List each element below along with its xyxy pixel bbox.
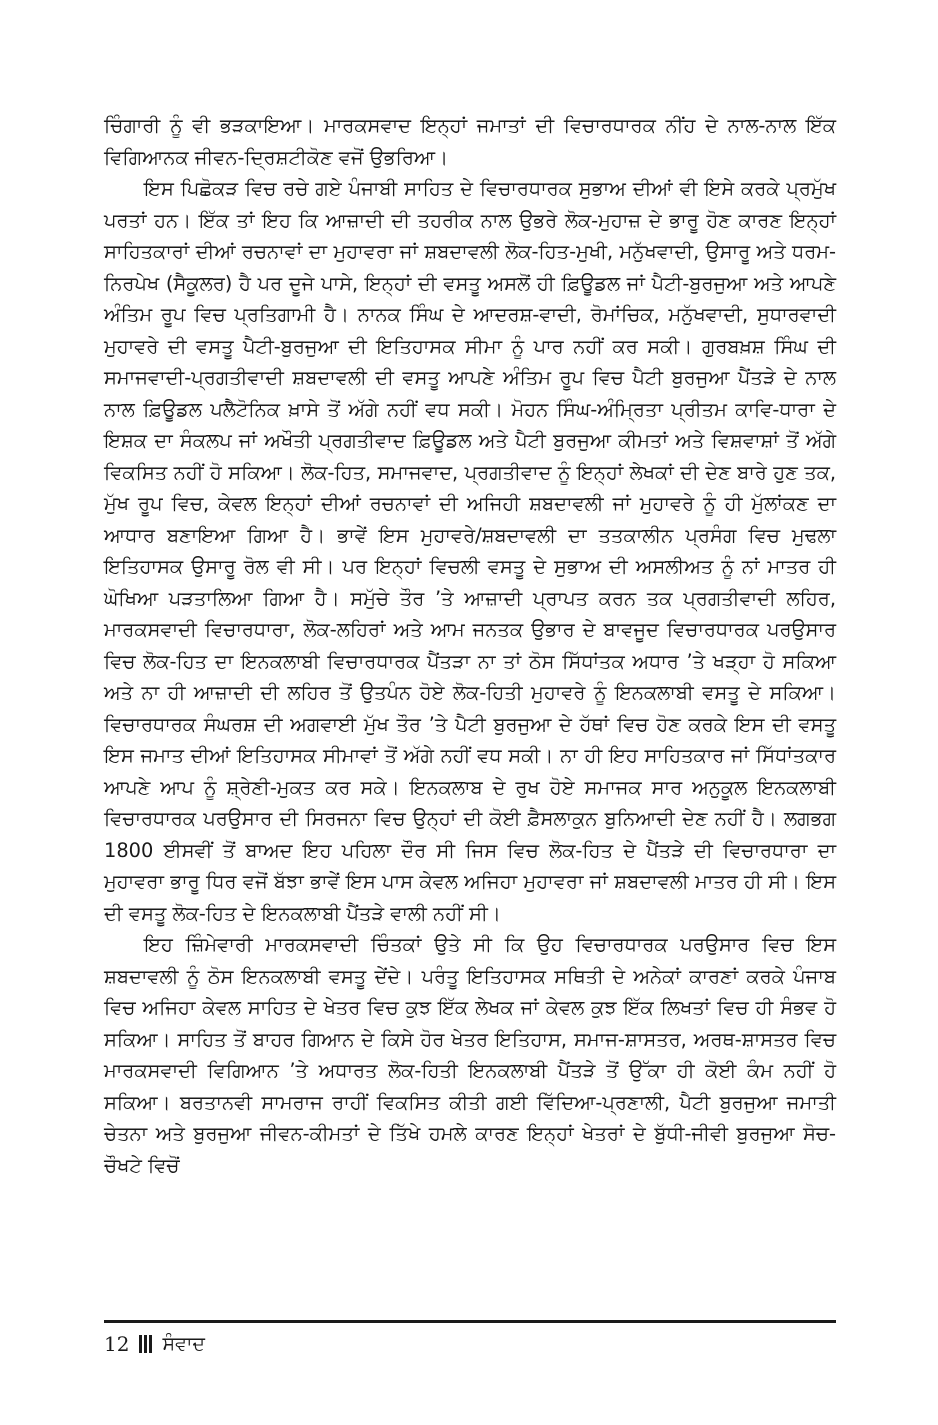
page-body — [104, 110, 836, 1320]
page-footer — [104, 1329, 205, 1359]
publication-name: ਸੰਵਾਦ — [162, 1333, 206, 1355]
page-number: 12 — [104, 1332, 130, 1356]
paragraph-1: ਚਿੰਗਾਰੀ ਨੂੰ ਵੀ ਭੜਕਾਇਆ। ਮਾਰਕਸਵਾਦ ਇਨ੍ਹਾਂ ਜਮਾਤਾਂ ਦੀ ਵਿਚਾਰਧਾਰਕ ਨੀਂਹ ਦੇ ਨਾਲ-ਨਾਲ ਇੱਕ ਵਿਗਿਆਨਕ ਜੀਵਨ-ਦ੍ਰਿਸ਼ਟੀਕੋਣ ਵਜੋਂ ਉਭਰਿਆ। — [104, 114, 836, 169]
paragraph-2: ਇਸ ਪਿਛੋਕੜ ਵਿਚ ਰਚੇ ਗਏ ਪੰਜਾਬੀ ਸਾਹਿਤ ਦੇ ਵਿਚਾਰਧਾਰਕ ਸੁਭਾਅ ਦੀਆਂ ਵੀ ਇਸੇ ਕਰਕੇ ਪ੍ਰਮੁੱਖ ਪਰਤਾਂ ਹਨ। ਇੱਕ ਤਾਂ ਇਹ ਕਿ ਆਜ਼ਾਦੀ ਦੀ ਤਹਰੀਕ ਨਾਲ ਉਭਰੇ ਲੋਕ-ਮੁਹਾਜ਼ ਦੇ ਭਾਰੂ ਹੋਣ ਕਾਰਣ ਇਨ੍ਹਾਂ ਸਾਹਿਤਕਾਰਾਂ ਦੀਆਂ ਰਚਨਾਵਾਂ ਦਾ ਮੁਹਾਵਰਾ ਜਾਂ ਸ਼ਬਦਾਵਲੀ ਲੋਕ-ਹਿਤ-ਮੁਖੀ, ਮਨੁੱਖਵਾਦੀ, ਉਸਾਰੂ ਅਤੇ ਧਰਮ-ਨਿਰਪੇਖ (ਸੈਕੂਲਰ) ਹੈ ਪਰ ਦੂਜੇ ਪਾਸੇ, ਇਨ੍ਹਾਂ ਦੀ ਵਸਤੂ ਅਸਲੋਂ ਹੀ ਫ਼ਿਊਡਲ ਜਾਂ ਪੈਟੀ-ਬੁਰਜੁਆ ਅਤੇ ਆਪਣੇ ਅੰਤਿਮ ਰੂਪ ਵਿਚ ਪ੍ਰਤਿਗਾਮੀ ਹੈ। ਨਾਨਕ ਸਿੰਘ ਦੇ ਆਦਰਸ਼-ਵਾਦੀ, ਰੋਮਾਂਚਿਕ, ਮਨੁੱਖਵਾਦੀ, ਸੁਧਾਰਵਾਦੀ ਮੁਹਾਵਰੇ ਦੀ ਵਸਤੂ ਪੈਟੀ-ਬੁਰਜੁਆ ਦੀ ਇਤਿਹਾਸਕ ਸੀਮਾ ਨੂੰ ਪਾਰ ਨਹੀਂ ਕਰ ਸਕੀ। ਗੁਰਬਖ਼ਸ਼ ਸਿੰਘ ਦੀ ਸਮਾਜਵਾਦੀ-ਪ੍ਰਗਤੀਵਾਦੀ ਸ਼ਬਦਾਵਲੀ ਦੀ ਵਸਤੂ ਆਪਣੇ ਅੰਤਿਮ ਰੂਪ ਵਿਚ ਪੈਟੀ ਬੁਰਜੁਆ ਪੈਂਤੜੇ ਦੇ ਨਾਲ ਨਾਲ ਫ਼ਿਊਡਲ ਪਲੈਟੋਨਿਕ ਖ਼ਾਸੇ ਤੋਂ ਅੱਗੇ ਨਹੀਂ ਵਧ ਸਕੀ। ਮੋਹਨ ਸਿੰਘ-ਅੰਮ੍ਰਿਤਾ ਪ੍ਰੀਤਮ ਕਾਵਿ-ਧਾਰਾ ਦੇ ਇਸ਼ਕ ਦਾ ਸੰਕਲਪ ਜਾਂ ਅਖੌਤੀ ਪ੍ਰਗਤੀਵਾਦ ਫ਼ਿਊਡਲ ਅਤੇ ਪੈਟੀ ਬੁਰਜੁਆ ਕੀਮਤਾਂ ਅਤੇ ਵਿਸ਼ਵਾਸ਼ਾਂ ਤੋਂ ਅੱਗੇ ਵਿਕਸਿਤ ਨਹੀਂ ਹੋ ਸਕਿਆ। ਲੋਕ-ਹਿਤ, ਸਮਾਜਵਾਦ, ਪ੍ਰਗਤੀਵਾਦ ਨੂੰ ਇਨ੍ਹਾਂ ਲੇਖਕਾਂ ਦੀ ਦੇਣ ਬਾਰੇ ਹੁਣ ਤਕ, ਮੁੱਖ ਰੂਪ ਵਿਚ, ਕੇਵਲ ਇਨ੍ਹਾਂ ਦੀਆਂ ਰਚਨਾਵਾਂ ਦੀ ਅਜਿਹੀ ਸ਼ਬਦਾਵਲੀ ਜਾਂ ਮੁਹਾਵਰੇ ਨੂੰ ਹੀ ਮੁੱਲਾਂਕਣ ਦਾ ਆਧਾਰ ਬਣਾਇਆ ਗਿਆ ਹੈ। ਭਾਵੇਂ ਇਸ ਮੁਹਾਵਰੇ/ਸ਼ਬਦਾਵਲੀ ਦਾ ਤਤਕਾਲੀਨ ਪ੍ਰਸੰਗ ਵਿਚ ਮੁਢਲਾ ਇਤਿਹਾਸਕ ਉਸਾਰੂ ਰੋਲ ਵੀ ਸੀ। ਪਰ ਇਨ੍ਹਾਂ ਵਿਚਲੀ ਵਸਤੂ ਦੇ ਸੁਭਾਅ ਦੀ ਅਸਲੀਅਤ ਨੂੰ ਨਾਂ ਮਾਤਰ ਹੀ ਘੋਖਿਆ ਪੜਤਾਲਿਆ ਗਿਆ ਹੈ। ਸਮੁੱਚੇ ਤੌਰ ’ਤੇ ਆਜ਼ਾਦੀ ਪ੍ਰਾਪਤ ਕਰਨ ਤਕ ਪ੍ਰਗਤੀਵਾਦੀ ਲਹਿਰ, ਮਾਰਕਸਵਾਦੀ ਵਿਚਾਰਧਾਰਾ, ਲੋਕ-ਲਹਿਰਾਂ ਅਤੇ ਆਮ ਜਨਤਕ ਉਭਾਰ ਦੇ ਬਾਵਜੂਦ ਵਿਚਾਰਧਾਰਕ ਪਰਉਸਾਰ ਵਿਚ ਲੋਕ-ਹਿਤ ਦਾ ਇਨਕਲਾਬੀ ਵਿਚਾਰਧਾਰਕ ਪੈਂਤੜਾ ਨਾ ਤਾਂ ਠੋਸ ਸਿੱਧਾਂਤਕ ਅਧਾਰ ’ਤੇ ਖੜ੍ਹਾ ਹੋ ਸਕਿਆ ਅਤੇ ਨਾ ਹੀ ਆਜ਼ਾਦੀ ਦੀ ਲਹਿਰ ਤੋਂ ਉਤਪੰਨ ਹੋਏ ਲੋਕ-ਹਿਤੀ ਮੁਹਾਵਰੇ ਨੂੰ ਇਨਕਲਾਬੀ ਵਸਤੂ ਦੇ ਸਕਿਆ। ਵਿਚਾਰਧਾਰਕ ਸੰਘਰਸ਼ ਦੀ ਅਗਵਾਈ ਮੁੱਖ ਤੌਰ ’ਤੇ ਪੈਟੀ ਬੁਰਜੁਆ ਦੇ ਹੱਥਾਂ ਵਿਚ ਹੋਣ ਕਰਕੇ ਇਸ ਦੀ ਵਸਤੂ ਇਸ ਜਮਾਤ ਦੀਆਂ ਇਤਿਹਾਸਕ ਸੀਮਾਵਾਂ ਤੋਂ ਅੱਗੇ ਨਹੀਂ ਵਧ ਸਕੀ। ਨਾ ਹੀ ਇਹ ਸਾਹਿਤਕਾਰ ਜਾਂ ਸਿੱਧਾਂਤਕਾਰ ਆਪਣੇ ਆਪ ਨੂੰ ਸ਼੍ਰੇਣੀ-ਮੁਕਤ ਕਰ ਸਕੇ। ਇਨਕਲਾਬ ਦੇ ਰੁਖ ਹੋਏ ਸਮਾਜਕ ਸਾਰ ਅਨੁਕੂਲ ਇਨਕਲਾਬੀ ਵਿਚਾਰਧਾਰਕ ਪਰਉਸਾਰ ਦੀ ਸਿਰਜਨਾ ਵਿਚ ਉਨ੍ਹਾਂ ਦੀ ਕੋਈ ਫ਼ੈਸਲਾਕੁਨ ਬੁਨਿਆਦੀ ਦੇਣ ਨਹੀਂ ਹੈ। ਲਗਭਗ 1800 ਈਸਵੀਂ ਤੋਂ ਬਾਅਦ ਇਹ ਪਹਿਲਾ ਦੌਰ ਸੀ ਜਿਸ ਵਿਚ ਲੋਕ-ਹਿਤ ਦੇ ਪੈਂਤੜੇ ਦੀ ਵਿਚਾਰਧਾਰਾ ਦਾ ਮੁਹਾਵਰਾ ਭਾਰੂ ਧਿਰ ਵਜੋਂ ਬੱਝਾ ਭਾਵੇਂ ਇਸ ਪਾਸ ਕੇਵਲ ਅਜਿਹਾ ਮੁਹਾਵਰਾ ਜਾਂ ਸ਼ਬਦਾਵਲੀ ਮਾਤਰ ਹੀ ਸੀ। ਇਸ ਦੀ ਵਸਤੂ ਲੋਕ-ਹਿਤ ਦੇ ਇਨਕਲਾਬੀ ਪੈਂਤੜੇ ਵਾਲੀ ਨਹੀਂ ਸੀ। — [104, 177, 836, 925]
footer-rule — [104, 1320, 836, 1323]
paragraph-3: ਇਹ ਜ਼ਿੰਮੇਵਾਰੀ ਮਾਰਕਸਵਾਦੀ ਚਿੰਤਕਾਂ ਉਤੇ ਸੀ ਕਿ ਉਹ ਵਿਚਾਰਧਾਰਕ ਪਰਉਸਾਰ ਵਿਚ ਇਸ ਸ਼ਬਦਾਵਲੀ ਨੂੰ ਠੋਸ ਇਨਕਲਾਬੀ ਵਸਤੂ ਦੇਂਦੇ। ਪਰੰਤੂ ਇਤਿਹਾਸਕ ਸਥਿਤੀ ਦੇ ਅਨੇਕਾਂ ਕਾਰਣਾਂ ਕਰਕੇ ਪੰਜਾਬ ਵਿਚ ਅਜਿਹਾ ਕੇਵਲ ਸਾਹਿਤ ਦੇ ਖੇਤਰ ਵਿਚ ਕੁਝ ਇੱਕ ਲੇਖਕ ਜਾਂ ਕੇਵਲ ਕੁਝ ਇੱਕ ਲਿਖਤਾਂ ਵਿਚ ਹੀ ਸੰਭਵ ਹੋ ਸਕਿਆ। ਸਾਹਿਤ ਤੋਂ ਬਾਹਰ ਗਿਆਨ ਦੇ ਕਿਸੇ ਹੋਰ ਖੇਤਰ ਇਤਿਹਾਸ, ਸਮਾਜ-ਸ਼ਾਸਤਰ, ਅਰਥ-ਸ਼ਾਸਤਰ ਵਿਚ ਮਾਰਕਸਵਾਦੀ ਵਿਗਿਆਨ ’ਤੇ ਅਧਾਰਤ ਲੋਕ-ਹਿਤੀ ਇਨਕਲਾਬੀ ਪੈਂਤੜੇ ਤੋਂ ਉੱਕਾ ਹੀ ਕੋਈ ਕੰਮ ਨਹੀਂ ਹੋ ਸਕਿਆ। ਬਰਤਾਨਵੀ ਸਾਮਰਾਜ ਰਾਹੀਂ ਵਿਕਸਿਤ ਕੀਤੀ ਗਈ ਵਿੱਦਿਆ-ਪ੍ਰਣਾਲੀ, ਪੈਟੀ ਬੁਰਜੁਆ ਜਮਾਤੀ ਚੇਤਨਾ ਅਤੇ ਬੁਰਜੁਆ ਜੀਵਨ-ਕੀਮਤਾਂ ਦੇ ਤਿੱਖੇ ਹਮਲੇ ਕਾਰਣ ਇਨ੍ਹਾਂ ਖੇਤਰਾਂ ਦੇ ਬੁੱਧੀ-ਜੀਵੀ ਬੁਰਜੁਆ ਸੋਚ-ਚੌਖਟੇ ਵਿਚੋਂ — [104, 933, 836, 1177]
triple-bar-icon — [139, 1335, 152, 1353]
